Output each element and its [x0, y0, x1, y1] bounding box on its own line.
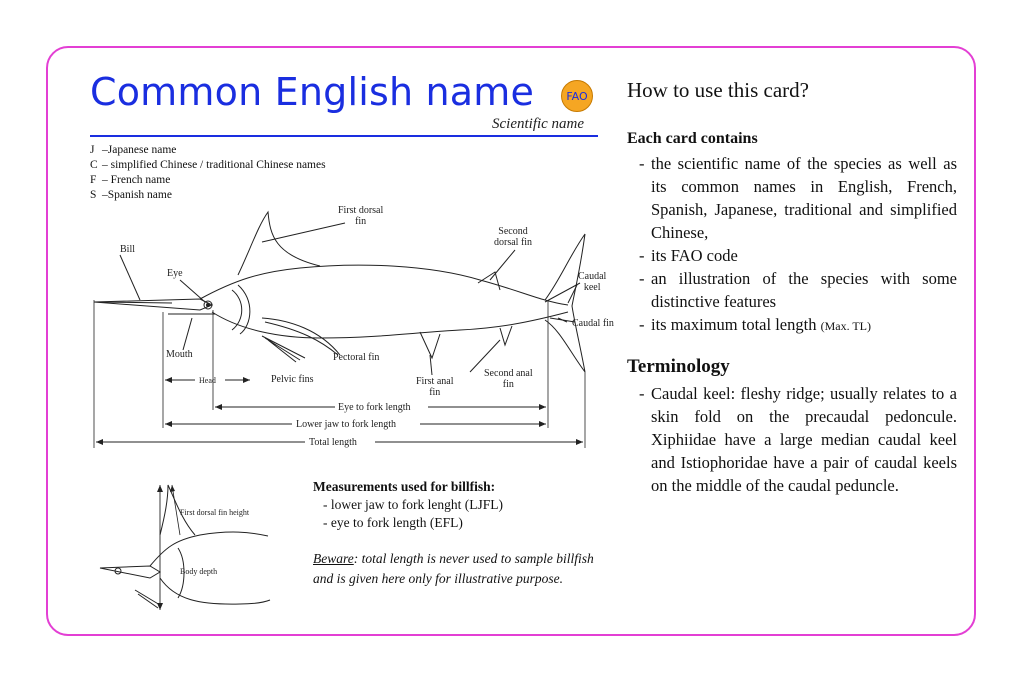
- page-title: Common English name: [90, 70, 535, 114]
- label-caudal-keel: Caudal keel: [578, 271, 607, 293]
- list-item: - its FAO code: [627, 244, 957, 267]
- terminology-list: [627, 382, 957, 497]
- label-bill: Bill: [120, 244, 136, 255]
- measurement-item: - eye to fork length (EFL): [323, 515, 463, 530]
- label-first-anal-fin: First anal fin: [416, 376, 454, 398]
- list-item: - the scientific name of the species as well as its common names in English, French, Spanish, Japanese, traditional and simplified Chinese,: [627, 152, 957, 244]
- beware-text: : total length is never used to sample billfish and is given here only for illustrative purpose.: [313, 551, 594, 586]
- legend-row-french: F – French name: [90, 174, 171, 186]
- label-total-length: Total length: [309, 437, 357, 448]
- fish-back: [200, 265, 568, 305]
- measurements-section: [313, 478, 503, 532]
- contains-list: [627, 152, 957, 338]
- measurement-item: - lower jaw to fork lenght (LJFL): [323, 497, 503, 512]
- list-item: - an illustration of the species with some distinctive features: [627, 267, 957, 313]
- list-item: - its maximum total length (Max. TL): [627, 313, 957, 338]
- bill-shape: [94, 299, 212, 310]
- contains-heading: Each card contains: [627, 130, 758, 147]
- label-second-dorsal-fin: Second dorsal fin: [494, 226, 533, 248]
- fish-belly: [212, 312, 568, 338]
- label-pectoral-fin: Pectoral fin: [333, 352, 380, 363]
- pelvic-fins: [262, 336, 305, 362]
- list-item: - Caudal keel: fleshy ridge; usually relates to a skin fold on the precaudal pedoncule. Xiphiidae have a large median caudal keel and Istiophoridae have a pair of caudal keels on the middle of the caudal peduncle.: [627, 382, 957, 497]
- second-dorsal-fin: [478, 272, 500, 290]
- caudal-fin: [545, 234, 585, 372]
- label-eye-to-fork: Eye to fork length: [338, 402, 411, 413]
- terminology-heading: Terminology: [627, 356, 730, 377]
- pectoral-fin: [262, 318, 340, 355]
- label-mouth: Mouth: [166, 349, 193, 360]
- label-body-depth: Body depth: [180, 567, 218, 576]
- head-detail-illustration: [100, 485, 270, 610]
- help-heading: How to use this card?: [627, 78, 809, 102]
- help-column: [627, 78, 957, 497]
- first-anal-fin: [420, 332, 440, 358]
- legend-row-spanish: S –Spanish name: [90, 189, 172, 201]
- fao-code-badge: FAO: [561, 80, 593, 112]
- beware-label: Beware: [313, 551, 354, 566]
- label-eye: Eye: [167, 268, 183, 279]
- label-head: Head: [199, 376, 216, 385]
- first-dorsal-fin: [238, 212, 320, 275]
- label-lower-jaw-to-fork: Lower jaw to fork length: [296, 419, 396, 430]
- label-second-anal-fin: Second anal fin: [484, 368, 533, 390]
- label-pelvic-fins: Pelvic fins: [271, 374, 314, 385]
- legend-row-chinese: C – simplified Chinese / traditional Chinese names: [90, 159, 326, 171]
- legend-row-japanese: J –Japanese name: [90, 144, 177, 156]
- scientific-name: Scientific name: [492, 116, 585, 132]
- label-first-dorsal-fin: First dorsal fin: [338, 205, 384, 227]
- beware-note: [313, 549, 603, 589]
- measurements-heading: Measurements used for billfish:: [313, 479, 496, 494]
- label-first-dorsal-height: First dorsal fin height: [180, 508, 250, 517]
- label-caudal-fin: Caudal fin: [572, 318, 614, 329]
- second-anal-fin: [500, 326, 512, 345]
